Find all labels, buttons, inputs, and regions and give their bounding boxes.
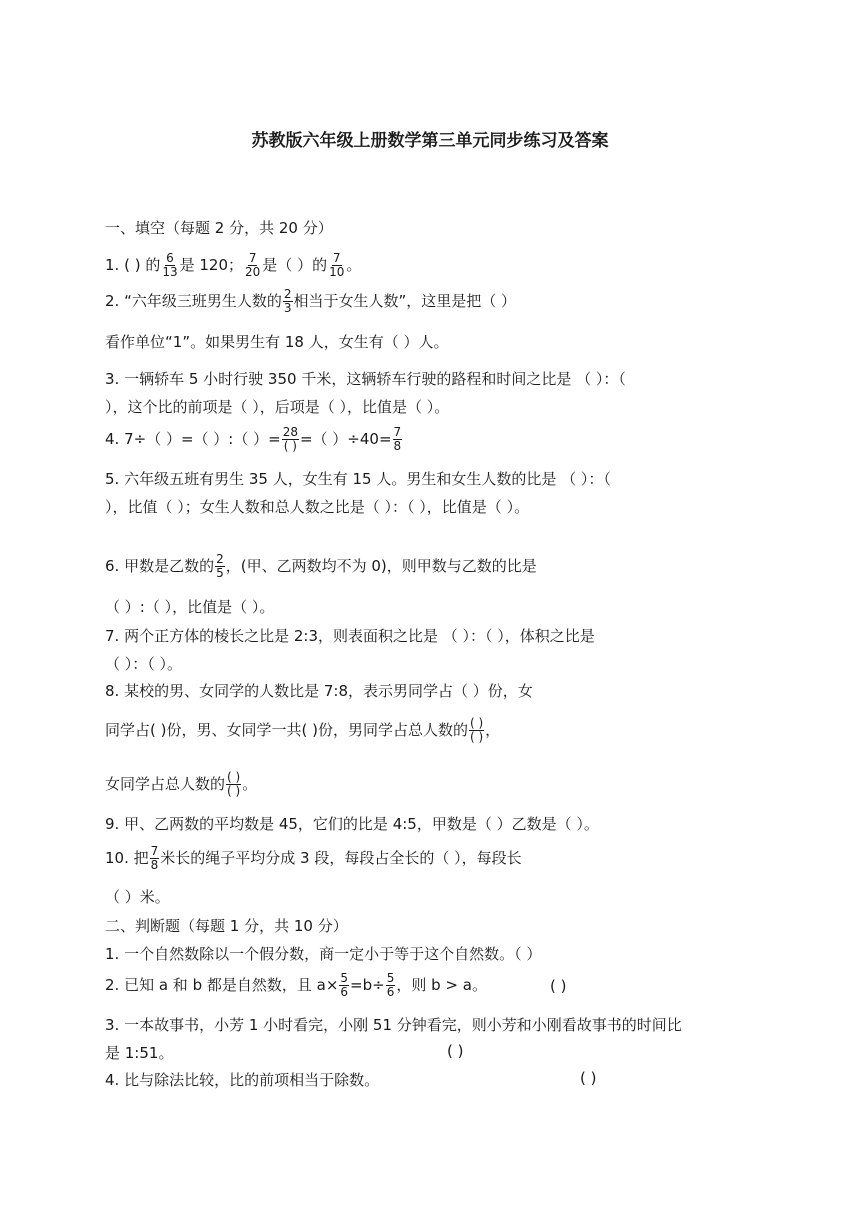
judge-3-line-1: 3. 一本故事书，小芳 1 小时看完，小刚 51 分钟看完，则小芳和小刚看故事书的时间比 <box>105 1016 682 1034</box>
section-true-false-heading: 二、判断题（每题 1 分，共 10 分） <box>105 917 348 935</box>
q8-text-c: 女同学占总人数的 <box>105 775 226 793</box>
j2-text-a: 2. 已知 a 和 b 都是自然数，且 a× <box>105 976 339 994</box>
question-6 <box>105 553 537 580</box>
question-6-line-2: （ ）:（ ），比值是（ ）。 <box>105 598 275 616</box>
fraction: $\frac{2}{3}$ <box>283 287 292 315</box>
fraction-blank: $\frac{( )}{( )}$ <box>469 716 484 744</box>
j2-text-b: =b÷ <box>350 976 385 994</box>
question-2 <box>105 288 516 315</box>
question-3-line-2: ），这个比的前项是（ ），后项是（ ），比值是（ ）。 <box>105 398 450 416</box>
q8-text-a: 同学占( )份，男、女同学一共( )份，男同学占总人数的 <box>105 721 468 739</box>
fraction-blank: $\frac{( )}{( )}$ <box>227 770 241 798</box>
q1-text-a: 1. ( ) 的 <box>105 256 161 274</box>
judge-2 <box>105 972 487 999</box>
judge-1: 1. 一个自然数除以一个假分数，商一定小于等于这个自然数。（ ） <box>105 945 542 963</box>
section-fill-blank-heading: 一、填空（每题 2 分，共 20 分） <box>105 219 333 237</box>
question-5-line-2: ），比值（ ）；女生人数和总人数之比是（ ）：（ ），比值是（ ）。 <box>105 498 530 516</box>
q1-text-d: 。 <box>346 256 362 274</box>
q8-text-d: 。 <box>242 775 258 793</box>
q10-text-a: 10. 把 <box>105 849 149 867</box>
page-title: 苏教版六年级上册数学第三单元同步练习及答案 <box>251 131 609 151</box>
fraction: $\frac{7}{10}$ <box>329 251 345 279</box>
question-8-line-2 <box>105 717 500 744</box>
q1-text-c: 是（ ）的 <box>262 256 328 274</box>
q4-text-b: =（ ）÷40= <box>299 430 392 448</box>
fraction: $\frac{6}{13}$ <box>162 251 178 279</box>
question-1 <box>105 252 361 279</box>
fraction: $\frac{2}{5}$ <box>216 552 224 580</box>
fraction: $\frac{7}{20}$ <box>245 251 261 279</box>
q4-text-a: 4. 7÷（ ）=（ ）:（ ）= <box>105 430 281 448</box>
q2-text-a: 2. “六年级三班男生人数的 <box>105 292 282 310</box>
fraction: $\frac{7}{8}$ <box>150 844 159 872</box>
judge-4-answer-blank: ( ) <box>580 1069 597 1087</box>
q2-text-b: 相当于女生人数”，这里是把（ ） <box>293 292 517 310</box>
judge-4: 4. 比与除法比较，比的前项相当于除数。 <box>105 1071 380 1089</box>
question-7-line-2: （ ）：（ ）。 <box>105 655 183 673</box>
question-8-line-1: 8. 某校的男、女同学的人数比是 7:8，表示男同学占（ ）份，女 <box>105 682 533 700</box>
question-8-line-3 <box>105 771 257 798</box>
question-3-line-1: 3. 一辆轿车 5 小时行驶 350 千米，这辆轿车行驶的路程和时间之比是 （ ）：（ <box>105 370 626 388</box>
fraction: $\frac{7}{8}$ <box>393 425 402 453</box>
q6-text-b: ，(甲、乙两数均不为 0)，则甲数与乙数的比是 <box>225 557 537 575</box>
question-2-line-2: 看作单位“1”。如果男生有 18 人，女生有（ ）人。 <box>105 333 449 351</box>
judge-2-answer-blank: ( ) <box>550 977 567 995</box>
judge-3-line-2: 是 1:51。 <box>105 1044 174 1062</box>
question-4 <box>105 426 403 453</box>
fraction: $\frac{5}{6}$ <box>386 971 395 999</box>
fraction: $\frac{5}{6}$ <box>340 971 349 999</box>
question-7-line-1: 7. 两个正方体的棱长之比是 2:3，则表面积之比是 （ ）：（ ），体积之比是 <box>105 627 595 645</box>
q1-text-b: 是 120； <box>179 256 244 274</box>
question-9: 9. 甲、乙两数的平均数是 45，它们的比是 4:5，甲数是（ ）乙数是（ ）。 <box>105 815 599 833</box>
fraction: $\frac{28}{( )}$ <box>282 425 298 453</box>
judge-3-answer-blank: ( ) <box>447 1042 464 1060</box>
q10-text-b: 米长的绳子平均分成 3 段，每段占全长的（ ），每段长 <box>160 849 522 867</box>
q6-text-a: 6. 甲数是乙数的 <box>105 557 215 575</box>
question-10-line-2: （ ）米。 <box>105 888 170 906</box>
q8-text-b: ， <box>485 721 501 739</box>
question-5-line-1: 5. 六年级五班有男生 35 人，女生有 15 人。男生和女生人数的比是 （ ）：（ <box>105 470 611 488</box>
question-10 <box>105 845 522 872</box>
j2-text-c: ，则 b > a。 <box>396 976 487 994</box>
